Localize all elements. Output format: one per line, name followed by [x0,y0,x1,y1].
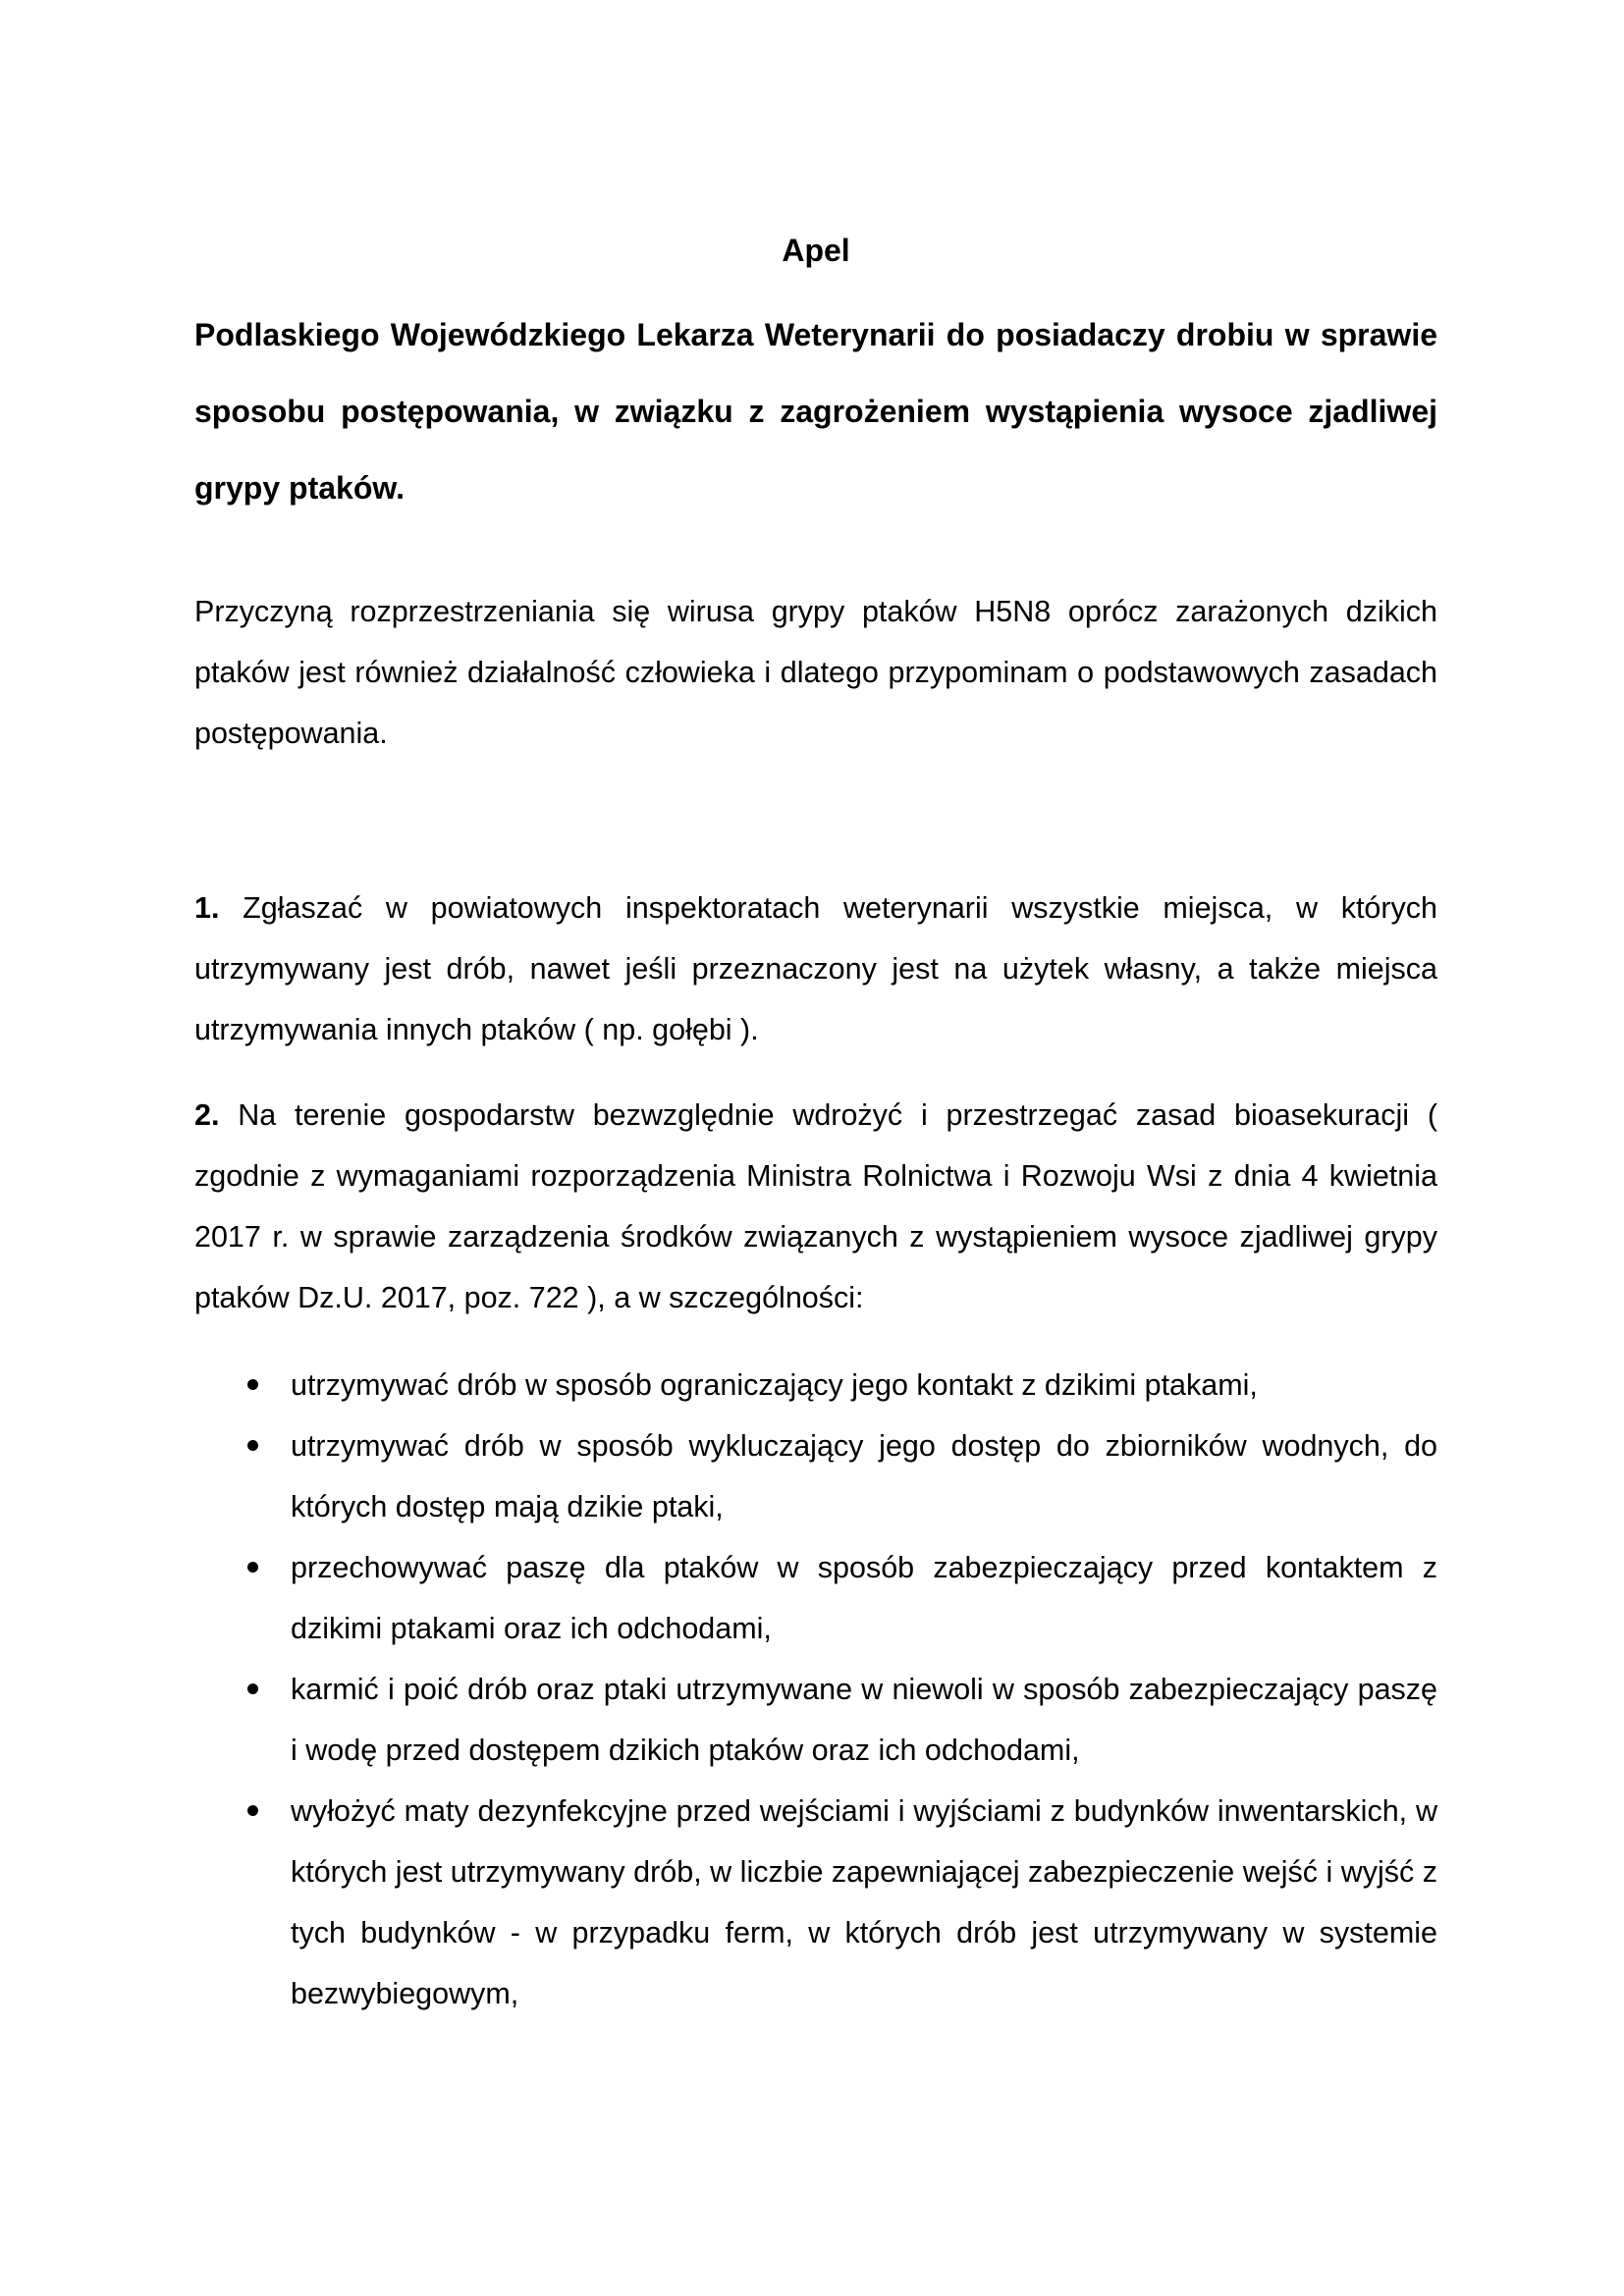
bullet-text: karmić i poić drób oraz ptaki utrzymywane w niewoli w sposób zabezpieczający paszę i wodę przed dostępem dzikich ptaków oraz ich odchodami, [291,1673,1437,1767]
bullet-item [194,1537,1437,1659]
point-2-paragraph [194,1085,1437,1328]
bullet-dot-icon [247,1440,258,1451]
document-subtitle: Podlaskiego Wojewódzkiego Lekarza Weterynarii do posiadaczy drobiu w sprawie sposobu postępowania, w związku z zagrożeniem wystąpienia wysoce zjadliwej grypy ptaków. [194,317,1437,506]
bullet-item [194,1355,1437,1415]
bullet-dot-icon [247,1683,258,1694]
bullet-dot-icon [247,1805,258,1816]
point-1-text: Zgłaszać w powiatowych inspektoratach weterynarii wszystkie miejsca, w których utrzymywany jest drób, nawet jeśli przeznaczony jest na użytek własny, a także miejsca utrzymywania innych ptaków ( np. gołębi ). [194,891,1437,1046]
bullet-item [194,1781,1437,2024]
bullet-dot-icon [247,1562,258,1573]
intro-paragraph: Przyczyną rozprzestrzeniania się wirusa grypy ptaków H5N8 oprócz zarażonych dzikich ptaków jest również działalność człowieka i dlatego przypominam o podstawowych zasadach postępowania. [194,595,1437,750]
bullet-item [194,1415,1437,1537]
point-2-text: Na terenie gospodarstw bezwzględnie wdrożyć i przestrzegać zasad bioasekuracji ( zgodnie z wymaganiami rozporządzenia Ministra Rolnictwa i Rozwoju Wsi z dnia 4 kwietnia 2017 r. w sprawie zarządzenia środków związanych z wystąpieniem wysoce zjadliwej grypy ptaków Dz.U. 2017, poz. 722 ), a w szczególności: [194,1098,1437,1314]
point-2-number: 2. [194,1098,220,1132]
bullet-text: utrzymywać drób w sposób ograniczający jego kontakt z dzikimi ptakami, [291,1368,1258,1402]
bullet-text: utrzymywać drób w sposób wykluczający jego dostęp do zbiorników wodnych, do których dostęp mają dzikie ptaki, [291,1429,1437,1523]
point-1-number: 1. [194,891,220,925]
point-1-paragraph [194,878,1437,1060]
bullet-text: wyłożyć maty dezynfekcyjne przed wejściami i wyjściami z budynków inwentarskich, w których jest utrzymywany drób, w liczbie zapewniającej zabezpieczenie wejść i wyjść z tych budynków - w przypadku ferm, w których drób jest utrzymywany w systemie bezwybiegowym, [291,1794,1437,2010]
bullet-dot-icon [247,1379,258,1390]
bullet-list [194,1355,1437,2024]
bullet-item [194,1659,1437,1781]
bullet-text: przechowywać paszę dla ptaków w sposób zabezpieczający przed kontaktem z dzikimi ptakami oraz ich odchodami, [291,1551,1437,1645]
document-title: Apel [782,233,850,268]
